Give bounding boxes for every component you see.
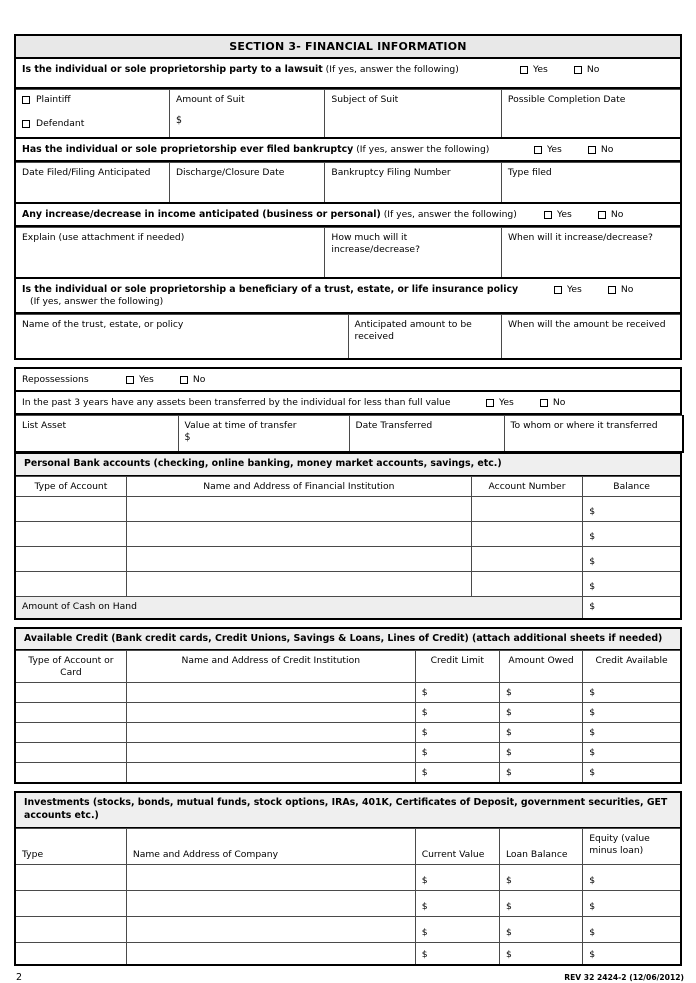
table-row xyxy=(15,315,681,360)
cell-account-number[interactable] xyxy=(471,546,582,571)
cell-credit-limit[interactable]: $ xyxy=(415,703,499,723)
cell-company[interactable] xyxy=(126,942,415,965)
lawsuit-no-label: No xyxy=(586,64,600,75)
available-credit-table xyxy=(14,650,682,784)
cell-amount-owed[interactable]: $ xyxy=(499,683,582,703)
table-header-row xyxy=(15,651,681,683)
cell-balance[interactable]: $ xyxy=(583,546,681,571)
checkbox-icon[interactable] xyxy=(574,66,582,74)
col-amount-owed: Amount Owed xyxy=(499,651,582,683)
cell-type-of-account[interactable] xyxy=(15,571,126,596)
table-header-row xyxy=(15,476,681,496)
income-change-no-option[interactable] xyxy=(598,209,624,220)
section-title: SECTION 3- FINANCIAL INFORMATION xyxy=(14,34,682,59)
col-credit-institution: Name and Address of Credit Institution xyxy=(126,651,415,683)
anticipated-amount-label: Anticipated amount to be received xyxy=(354,319,472,342)
cell-balance[interactable]: $ xyxy=(583,521,681,546)
lawsuit-no-option[interactable] xyxy=(574,64,600,75)
cell-balance[interactable]: $ xyxy=(583,571,681,596)
checkbox-icon[interactable] xyxy=(22,120,30,128)
amount-of-suit-cell[interactable] xyxy=(169,90,324,139)
page-footer xyxy=(14,972,686,983)
available-credit-banner: Available Credit (Bank credit cards, Credit Unions, Savings & Loans, Lines of Credit) (attach additional sheets if needed) xyxy=(14,627,682,651)
col-current-value: Current Value xyxy=(415,828,499,864)
table-row xyxy=(15,942,681,965)
col-type-of-account: Type of Account xyxy=(15,476,126,496)
table-row xyxy=(15,546,681,571)
beneficiary-yesno-group xyxy=(554,284,633,295)
date-filed-cell[interactable] xyxy=(15,163,169,204)
cell-company[interactable] xyxy=(126,864,415,890)
spacer xyxy=(14,620,682,627)
income-change-question-hint: (If yes, answer the following) xyxy=(383,209,517,220)
cell-credit-available[interactable]: $ xyxy=(583,683,681,703)
cash-on-hand-value[interactable]: $ xyxy=(583,596,681,619)
cell-type-of-account[interactable] xyxy=(15,496,126,521)
cell-account-number[interactable] xyxy=(471,571,582,596)
when-received-label: When will the amount be received xyxy=(507,319,666,330)
cell-financial-institution[interactable] xyxy=(126,546,471,571)
cell-equity[interactable]: $ xyxy=(583,916,681,942)
cell-loan-balance[interactable]: $ xyxy=(499,916,582,942)
income-change-question-text: Any increase/decrease in income anticipated (business or personal) xyxy=(22,209,381,220)
beneficiary-question-hint: (If yes, answer the following) xyxy=(30,296,164,307)
lawsuit-party-cell[interactable] xyxy=(15,90,169,139)
checkbox-icon[interactable] xyxy=(534,146,542,154)
bankruptcy-yes-option[interactable] xyxy=(534,144,562,155)
cell-account-number[interactable] xyxy=(471,521,582,546)
cell-loan-balance[interactable]: $ xyxy=(499,942,582,965)
cell-credit-institution[interactable] xyxy=(126,703,415,723)
bankruptcy-detail-table xyxy=(14,162,682,204)
checkbox-icon[interactable] xyxy=(180,376,188,384)
asset-transfer-yesno-group xyxy=(486,397,565,408)
page-number: 2 xyxy=(16,971,23,983)
lawsuit-yes-label: Yes xyxy=(533,64,548,75)
discharge-date-cell[interactable] xyxy=(169,163,324,204)
asset-transfer-yes-label: Yes xyxy=(499,397,514,408)
table-row xyxy=(15,416,683,453)
cell-amount-owed[interactable]: $ xyxy=(499,743,582,763)
col-balance: Balance xyxy=(583,476,681,496)
cell-financial-institution[interactable] xyxy=(126,521,471,546)
table-row xyxy=(15,916,681,942)
cash-on-hand-label: Amount of Cash on Hand xyxy=(15,596,583,619)
investments-banner: Investments (stocks, bonds, mutual funds, stock options, IRAs, 401K, Certificates of Deposit, government securities, GET accounts etc.) xyxy=(14,791,682,827)
type-filed-cell[interactable] xyxy=(501,163,681,204)
cell-equity[interactable]: $ xyxy=(583,942,681,965)
checkbox-icon[interactable] xyxy=(598,211,606,219)
cell-credit-available[interactable]: $ xyxy=(583,703,681,723)
cell-current-value[interactable]: $ xyxy=(415,916,499,942)
date-filed-label: Date Filed/Filing Anticipated xyxy=(22,167,151,178)
table-row xyxy=(15,683,681,703)
lawsuit-question-row xyxy=(14,59,682,89)
possible-completion-date-label: Possible Completion Date xyxy=(507,94,626,105)
asset-transfer-yes-option[interactable] xyxy=(486,397,514,408)
table-row xyxy=(15,228,681,279)
spacer xyxy=(14,360,682,367)
cell-loan-balance[interactable]: $ xyxy=(499,890,582,916)
cell-type-of-account-or-card[interactable] xyxy=(15,743,126,763)
checkbox-icon[interactable] xyxy=(126,376,134,384)
cell-credit-available[interactable]: $ xyxy=(583,723,681,743)
cell-current-value[interactable]: $ xyxy=(415,890,499,916)
cell-credit-limit[interactable]: $ xyxy=(415,683,499,703)
asset-transfer-question-row xyxy=(14,392,682,415)
beneficiary-question-row xyxy=(14,279,682,314)
date-transferred-label: Date Transferred xyxy=(355,420,433,431)
checkbox-icon[interactable] xyxy=(486,399,494,407)
bankruptcy-question-text: Has the individual or sole proprietorship ever filed bankruptcy xyxy=(22,144,354,155)
discharge-date-label: Discharge/Closure Date xyxy=(175,167,285,178)
cell-type[interactable] xyxy=(15,864,126,890)
bankruptcy-no-label: No xyxy=(600,144,614,155)
cell-current-value[interactable]: $ xyxy=(415,864,499,890)
beneficiary-no-label: No xyxy=(620,284,634,295)
cell-current-value[interactable]: $ xyxy=(415,942,499,965)
cell-amount-owed[interactable]: $ xyxy=(499,723,582,743)
checkbox-icon[interactable] xyxy=(554,286,562,294)
date-transferred-cell[interactable] xyxy=(349,416,504,453)
subject-of-suit-label: Subject of Suit xyxy=(331,94,399,105)
cell-credit-limit[interactable]: $ xyxy=(415,723,499,743)
table-row xyxy=(15,763,681,784)
explain-label: Explain (use attachment if needed) xyxy=(22,232,185,243)
beneficiary-no-option[interactable] xyxy=(608,284,634,295)
income-change-no-label: No xyxy=(610,209,624,220)
checkbox-icon[interactable] xyxy=(608,286,616,294)
filing-number-cell[interactable] xyxy=(325,163,502,204)
table-row xyxy=(15,890,681,916)
income-change-yes-option[interactable] xyxy=(544,209,572,220)
subject-of-suit-cell[interactable] xyxy=(325,90,502,139)
cell-credit-institution[interactable] xyxy=(126,743,415,763)
col-loan-balance: Loan Balance xyxy=(499,828,582,864)
cell-account-number[interactable] xyxy=(471,496,582,521)
table-row xyxy=(15,521,681,546)
explain-cell[interactable] xyxy=(15,228,325,279)
cell-type[interactable] xyxy=(15,890,126,916)
beneficiary-question-text: Is the individual or sole proprietorship a beneficiary of a trust, estate, or life insurance policy xyxy=(22,284,519,295)
asset-transfer-no-option[interactable] xyxy=(540,397,566,408)
repossessions-no-option[interactable] xyxy=(180,374,206,385)
lawsuit-question-hint: (If yes, answer the following) xyxy=(325,64,459,75)
beneficiary-yes-option[interactable] xyxy=(554,284,582,295)
transferred-to-label: To whom or where it transferred xyxy=(510,420,658,431)
cell-credit-limit[interactable]: $ xyxy=(415,763,499,784)
cell-credit-limit[interactable]: $ xyxy=(415,743,499,763)
lawsuit-detail-table xyxy=(14,89,682,139)
trust-name-cell[interactable] xyxy=(15,315,348,360)
repossessions-yes-label: Yes xyxy=(139,374,154,385)
bankruptcy-no-option[interactable] xyxy=(588,144,614,155)
cell-amount-owed[interactable]: $ xyxy=(499,763,582,784)
col-equity: Equity (value minus loan) xyxy=(583,828,681,864)
asset-transfer-no-label: No xyxy=(552,397,566,408)
income-change-question-row xyxy=(14,204,682,227)
cell-balance[interactable]: $ xyxy=(583,496,681,521)
cell-equity[interactable]: $ xyxy=(583,890,681,916)
transfer-value-label: Value at time of transfer xyxy=(184,420,297,431)
cell-company[interactable] xyxy=(126,890,415,916)
checkbox-icon[interactable] xyxy=(544,211,552,219)
bankruptcy-yes-label: Yes xyxy=(547,144,562,155)
col-type-of-account-or-card: Type of Account or Card xyxy=(15,651,126,683)
table-header-row xyxy=(15,828,681,864)
bank-accounts-banner: Personal Bank accounts (checking, online banking, money market accounts, savings, etc.) xyxy=(14,453,682,476)
type-filed-label: Type filed xyxy=(507,167,552,178)
bankruptcy-question-hint: (If yes, answer the following) xyxy=(356,144,490,155)
currency-symbol: $ xyxy=(184,431,191,443)
cell-equity[interactable]: $ xyxy=(583,864,681,890)
bankruptcy-question-row xyxy=(14,139,682,162)
lawsuit-question-text: Is the individual or sole proprietorship party to a lawsuit xyxy=(22,64,323,75)
transferred-to-cell[interactable] xyxy=(504,416,683,453)
repossessions-yesno-group xyxy=(126,374,205,385)
cell-company[interactable] xyxy=(126,916,415,942)
table-row xyxy=(15,743,681,763)
bankruptcy-yesno-group xyxy=(534,144,613,155)
currency-symbol: $ xyxy=(175,114,182,126)
bank-accounts-table xyxy=(14,476,682,620)
checkbox-icon[interactable] xyxy=(22,96,30,104)
anticipated-amount-cell[interactable] xyxy=(348,315,501,360)
checkbox-icon[interactable] xyxy=(520,66,528,74)
how-much-cell[interactable] xyxy=(325,228,502,279)
cell-credit-institution[interactable] xyxy=(126,763,415,784)
plaintiff-label: Plaintiff xyxy=(36,94,71,105)
checkbox-icon[interactable] xyxy=(540,399,548,407)
cell-type-of-account-or-card[interactable] xyxy=(15,723,126,743)
list-asset-label: List Asset xyxy=(22,420,67,431)
repossessions-row xyxy=(14,367,682,392)
table-row xyxy=(15,864,681,890)
repossessions-yes-option[interactable] xyxy=(126,374,154,385)
cell-financial-institution[interactable] xyxy=(126,496,471,521)
income-change-detail-table xyxy=(14,227,682,279)
repossessions-no-label: No xyxy=(192,374,206,385)
amount-of-suit-label: Amount of Suit xyxy=(175,94,245,105)
table-row xyxy=(15,90,681,139)
cell-type-of-account-or-card[interactable] xyxy=(15,683,126,703)
possible-completion-date-cell[interactable] xyxy=(501,90,681,139)
cell-credit-available[interactable]: $ xyxy=(583,743,681,763)
spacer xyxy=(14,784,682,791)
col-credit-available: Credit Available xyxy=(583,651,681,683)
asset-transfer-question-text: In the past 3 years have any assets been transferred by the individual for less than full value xyxy=(22,397,451,408)
when-received-cell[interactable] xyxy=(501,315,681,360)
beneficiary-yes-label: Yes xyxy=(567,284,582,295)
income-change-yes-label: Yes xyxy=(557,209,572,220)
trust-name-label: Name of the trust, estate, or policy xyxy=(22,319,184,330)
defendant-label: Defendant xyxy=(36,117,85,129)
lawsuit-yesno-group xyxy=(520,64,599,75)
how-much-label: How much will it increase/decrease? xyxy=(331,232,420,255)
table-row xyxy=(15,496,681,521)
when-change-cell[interactable] xyxy=(501,228,681,279)
cell-type[interactable] xyxy=(15,942,126,965)
filing-number-label: Bankruptcy Filing Number xyxy=(331,167,451,178)
lawsuit-yes-option[interactable] xyxy=(520,64,548,75)
cell-credit-available[interactable]: $ xyxy=(583,763,681,784)
cell-amount-owed[interactable]: $ xyxy=(499,703,582,723)
cell-type[interactable] xyxy=(15,916,126,942)
cell-type-of-account-or-card[interactable] xyxy=(15,703,126,723)
cell-type-of-account[interactable] xyxy=(15,521,126,546)
col-financial-institution: Name and Address of Financial Institution xyxy=(126,476,471,496)
checkbox-icon[interactable] xyxy=(588,146,596,154)
when-change-label: When will it increase/decrease? xyxy=(507,232,653,243)
cash-on-hand-row xyxy=(15,596,681,619)
repossessions-label: Repossessions xyxy=(22,374,89,385)
investments-table xyxy=(14,828,682,966)
transfer-value-cell[interactable] xyxy=(178,416,349,453)
defendant-option[interactable] xyxy=(22,118,163,130)
revision-code: REV 32 2424-2 (12/06/2012) xyxy=(564,972,684,982)
table-row xyxy=(15,703,681,723)
cell-type-of-account-or-card[interactable] xyxy=(15,763,126,784)
asset-transfer-detail-table xyxy=(14,415,684,453)
plaintiff-option[interactable] xyxy=(22,94,163,106)
col-type: Type xyxy=(15,828,126,864)
cell-type-of-account[interactable] xyxy=(15,546,126,571)
cell-financial-institution[interactable] xyxy=(126,571,471,596)
list-asset-cell[interactable] xyxy=(15,416,178,453)
cell-loan-balance[interactable]: $ xyxy=(499,864,582,890)
cell-credit-institution[interactable] xyxy=(126,683,415,703)
col-account-number: Account Number xyxy=(471,476,582,496)
table-row xyxy=(15,163,681,204)
income-change-yesno-group xyxy=(544,209,623,220)
col-company: Name and Address of Company xyxy=(126,828,415,864)
cell-credit-institution[interactable] xyxy=(126,723,415,743)
col-credit-limit: Credit Limit xyxy=(415,651,499,683)
beneficiary-detail-table xyxy=(14,314,682,360)
table-row xyxy=(15,571,681,596)
table-row xyxy=(15,723,681,743)
